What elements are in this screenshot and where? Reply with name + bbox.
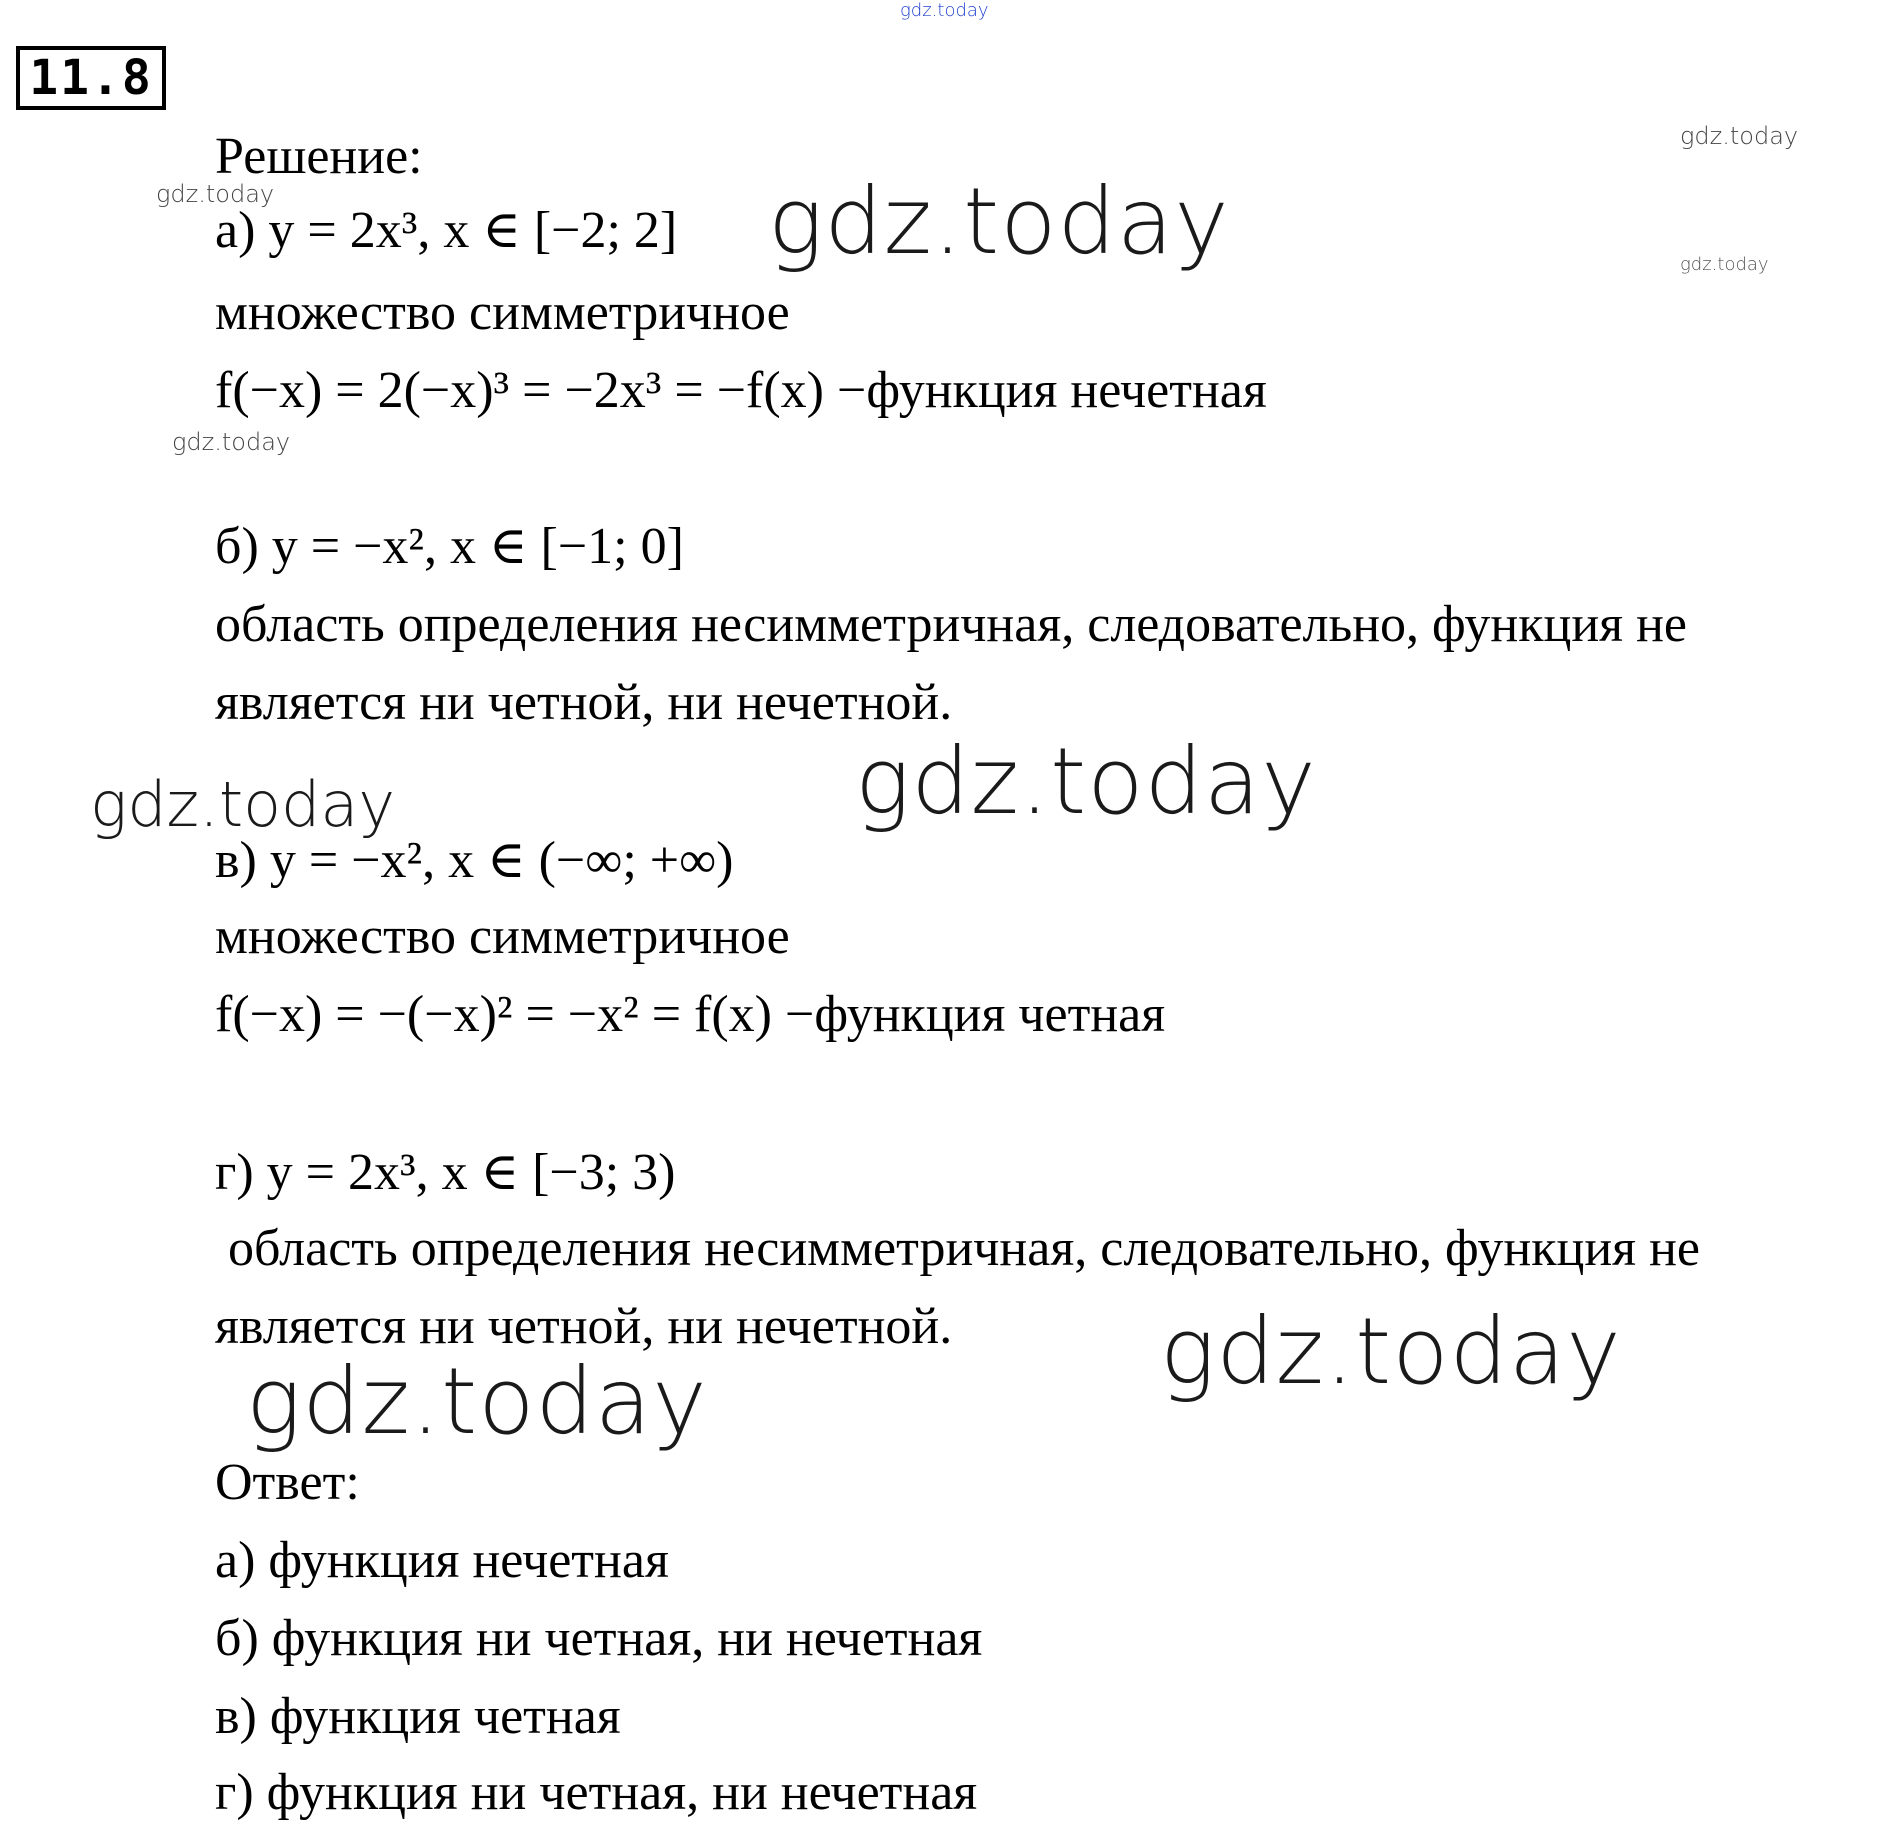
watermark: gdz.today <box>156 180 275 208</box>
part-v-conclusion: −функция четная <box>785 986 1166 1043</box>
part-b-label: б) <box>215 518 259 575</box>
watermark: gdz.today <box>172 428 291 456</box>
watermark: gdz.today <box>768 168 1230 275</box>
part-v-note: множество симметричное <box>215 908 790 965</box>
answer-item-v: в) функция четная <box>215 1688 621 1745</box>
part-a-equation: y = 2x³, x ∈ [−2; 2] <box>268 202 678 259</box>
problem-number: 11.8 <box>16 46 166 110</box>
watermark: gdz.today <box>1160 1298 1622 1405</box>
answer-item-b: б) функция ни четная, ни нечетная <box>215 1610 983 1667</box>
watermark: gdz.today <box>246 1348 708 1455</box>
watermark: gdz.today <box>90 768 396 841</box>
part-v-derivation: f(−x) = −(−x)² = −x² = f(x) <box>215 986 772 1043</box>
watermark: gdz.today <box>855 728 1317 835</box>
part-v-equation: y = −x², x ∈ (−∞; +∞) <box>269 832 734 889</box>
answer-label: Ответ: <box>215 1454 360 1511</box>
part-a-derivation-line <box>215 360 1267 422</box>
part-b-text-line2: является ни четной, ни нечетной. <box>215 674 953 731</box>
part-v-derivation-line <box>215 984 1165 1046</box>
part-a-label: а) <box>215 202 256 259</box>
part-a-equation-line <box>215 200 677 262</box>
part-a-conclusion: −функция нечетная <box>837 362 1267 419</box>
part-a-derivation: f(−x) = 2(−x)³ = −2x³ = −f(x) <box>215 362 824 419</box>
part-b-equation: y = −x², x ∈ [−1; 0] <box>271 518 684 575</box>
answer-item-a: а) функция нечетная <box>215 1532 669 1589</box>
part-b-text-line1: область определения несимметричная, следовательно, функция не <box>215 596 1687 653</box>
part-g-equation-line <box>215 1142 675 1204</box>
answer-item-g: г) функция ни четная, ни нечетная <box>215 1764 978 1821</box>
part-v-label: в) <box>215 832 257 889</box>
part-a-note: множество симметричное <box>215 284 790 341</box>
watermark-top: gdz.today <box>900 0 989 21</box>
part-g-equation: y = 2x³, x ∈ [−3; 3) <box>266 1144 676 1201</box>
watermark: gdz.today <box>1680 254 1769 275</box>
part-g-text-line2: является ни четной, ни нечетной. <box>215 1298 953 1355</box>
part-g-text-line1: область определения несимметричная, следовательно, функция не <box>215 1220 1700 1277</box>
solution-label: Решение: <box>215 128 423 185</box>
part-b-equation-line <box>215 516 684 578</box>
part-v-equation-line <box>215 830 733 892</box>
watermark: gdz.today <box>1680 122 1799 150</box>
part-g-label: г) <box>215 1144 254 1201</box>
